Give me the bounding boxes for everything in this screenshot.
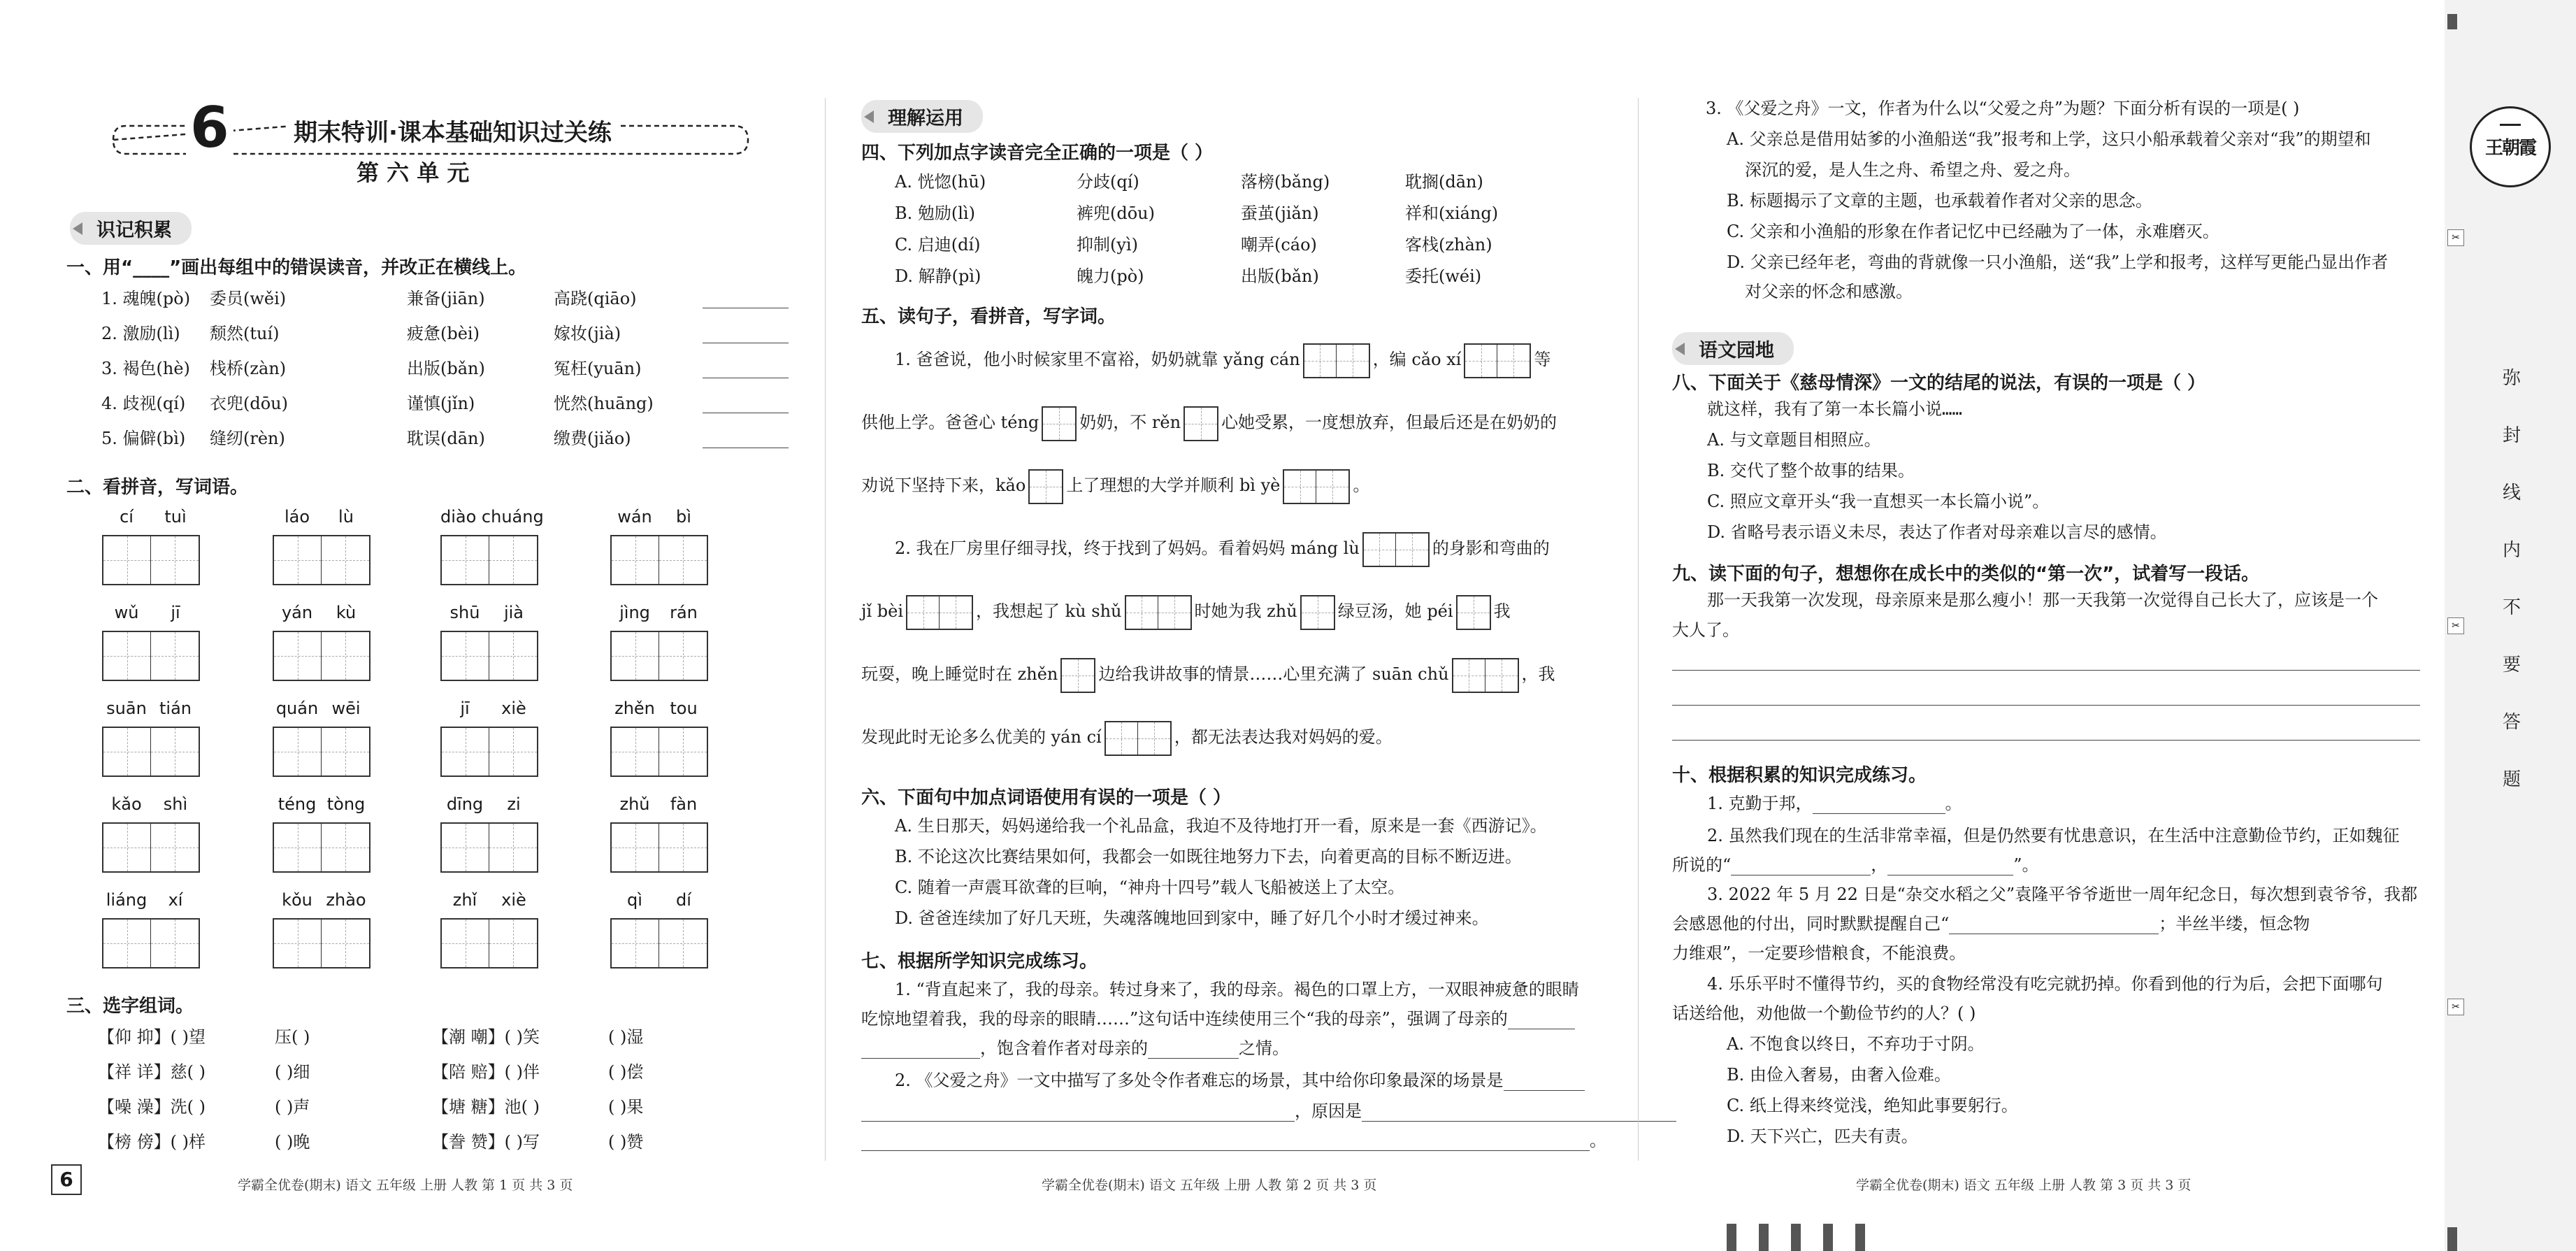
sidebar-rule <box>2447 14 2457 29</box>
pinyin-label: zhǐ <box>452 890 477 910</box>
binding-margin <box>2445 0 2576 1251</box>
grid-cell[interactable] <box>322 920 369 967</box>
binding-mark: ✂ <box>2447 617 2464 634</box>
grid-cell[interactable] <box>151 536 199 584</box>
q4-option: 裤兜(dōu) <box>1077 203 1155 223</box>
pinyin-label: zi <box>507 794 521 814</box>
writing-line[interactable] <box>1672 705 2420 706</box>
answer-box[interactable] <box>1183 406 1218 441</box>
q6-title: 六、下面句中加点词语使用有误的一项是（ ） <box>861 787 1232 808</box>
q5-line7: 发现此时无论多么优美的 yán cí ，都无法表达我对妈妈的爱。 <box>861 715 1393 759</box>
writing-grid[interactable] <box>610 535 708 585</box>
q6-option: C. 随着一声震耳欲聋的巨响，“神舟十四号”载人飞船被送上了太空。 <box>895 878 1405 897</box>
grid-cell[interactable] <box>274 920 322 967</box>
seal-line-char: 题 <box>2502 769 2521 790</box>
pinyin-label: liáng <box>106 890 147 910</box>
q5-line1: 1. 爸爸说，他小时候家里不富裕，奶奶就靠 yǎng cán ，编 cǎo xí 等 <box>895 337 1550 382</box>
writing-grid[interactable] <box>102 535 200 585</box>
pinyin-label: shū <box>449 603 480 622</box>
pinyin-label: xiè <box>501 699 526 718</box>
answer-box[interactable] <box>1042 406 1077 441</box>
grid-cell[interactable] <box>489 824 537 871</box>
answer-blank[interactable] <box>861 1150 1590 1151</box>
q8-option: A. 与文章题目相照应。 <box>1707 430 1881 450</box>
writing-grid[interactable] <box>440 727 538 777</box>
seal-line-char: 答 <box>2502 712 2521 733</box>
q10-option: B. 由俭入奢易，由奢入俭难。 <box>1727 1065 1951 1085</box>
q3-item: 【潮 嘲】( )笑 <box>432 1027 540 1047</box>
q6-option: B. 不论这次比赛结果如何，我都会一如既往地努力下去，向着更高的目标不断迈进。 <box>895 847 1522 866</box>
unit-header <box>105 95 755 186</box>
q4-option: 嘲弄(cáo) <box>1241 235 1317 255</box>
grid-cell[interactable] <box>322 728 369 775</box>
grid-cell[interactable] <box>442 536 489 584</box>
writing-line[interactable] <box>1672 740 2420 741</box>
q7-3-option: 深沉的爱，是人生之舟、希望之舟、爱之舟。 <box>1745 160 2080 180</box>
grid-cell[interactable] <box>103 632 151 680</box>
writing-grid[interactable] <box>102 727 200 777</box>
pinyin-label: quán <box>275 699 319 718</box>
q1-item: 5. 偏僻(bì) <box>101 429 186 448</box>
answer-box[interactable] <box>1104 721 1172 756</box>
q4-option: D. 解静(pì) <box>895 266 981 286</box>
q3-item: 【榜 傍】( )样 <box>98 1132 206 1152</box>
pinyin-label: cí <box>120 507 134 527</box>
answer-blank[interactable] <box>1362 1121 1676 1122</box>
q10-line8: 话送给他，劝他做一个勤俭节约的人？( ) <box>1672 1003 1976 1023</box>
q8-option: C. 照应文章开头“我一直想买一本长篇小说”。 <box>1707 492 2050 511</box>
grid-cell[interactable] <box>489 920 537 967</box>
pinyin-label: zhěn <box>614 699 655 718</box>
q3-item: ( )偿 <box>608 1062 644 1082</box>
q1-item: 衣兜(dōu) <box>210 394 288 413</box>
pinyin-label: shì <box>163 794 188 814</box>
q4-option: 耽搁(dān) <box>1405 172 1483 192</box>
grid-cell[interactable] <box>442 632 489 680</box>
q7-line4: 2. 《父爱之舟》一文中描写了多处令作者难忘的场景，其中给你印象最深的场景是 <box>895 1070 1585 1091</box>
writing-grid[interactable] <box>610 822 708 873</box>
answer-box[interactable] <box>1362 532 1430 567</box>
pinyin-label: yán <box>281 603 313 622</box>
grid-cell[interactable] <box>322 824 369 871</box>
pinyin-label: wǔ <box>114 603 139 622</box>
q7-3-title: 3. 《父爱之舟》一文，作者为什么以“父爱之舟”为题？下面分析有误的一项是( ) <box>1706 99 2300 118</box>
q7-line3: ，饱含着作者对母亲的 之情。 <box>861 1038 1289 1059</box>
grid-cell[interactable] <box>489 728 537 775</box>
q10-line7: 4. 乐乐平时不懂得节约，买的食物经常没有吃完就扔掉。你看到他的行为后，会把下面哪句 <box>1707 974 2383 994</box>
logo-text: 王朝霞 <box>2484 138 2535 159</box>
q5-line6: 玩耍，晚上睡觉时在 zhěn 边给我讲故事的情景……心里充满了 suān chǔ ，我 <box>861 652 1555 696</box>
q1-item: 2. 激励(lì) <box>101 324 180 343</box>
writing-grid[interactable] <box>102 631 200 681</box>
writing-grid[interactable] <box>102 918 200 968</box>
writing-grid[interactable] <box>273 631 370 681</box>
pinyin-label: rán <box>670 603 698 622</box>
q4-option: 抑制(yì) <box>1077 235 1138 255</box>
seal-line-char: 封 <box>2502 425 2521 446</box>
column-divider-2 <box>1638 98 1639 1161</box>
answer-box[interactable] <box>906 595 973 630</box>
pinyin-label: suān <box>106 699 147 718</box>
grid-cell[interactable] <box>103 728 151 775</box>
q3-item: 【噪 澡】洗( ) <box>98 1097 206 1117</box>
q7-line2: 吃惊地望着我，我的母亲的眼睛……”这句话中连续使用三个“我的母亲”，强调了母亲的 <box>861 1008 1575 1029</box>
q3-item: 【陪 赔】( )伴 <box>432 1062 540 1082</box>
q10-line3: 所说的“ ， ”。 <box>1672 855 2039 875</box>
pinyin-label: jìng <box>619 603 650 622</box>
footer-page2: 学霸全优卷(期末) 语文 五年级 上册 人教 第 2 页 共 3 页 <box>1042 1178 1377 1193</box>
grid-cell[interactable] <box>274 536 322 584</box>
answer-box[interactable] <box>1456 595 1491 630</box>
q8-quote: 就这样，我有了第一本长篇小说…… <box>1707 399 1962 419</box>
q4-title: 四、下列加点字读音完全正确的一项是（ ） <box>861 143 1214 164</box>
q2-title: 二、看拼音，写词语。 <box>66 477 249 498</box>
pinyin-label: tuì <box>164 507 187 527</box>
pinyin-label: zhǔ <box>619 794 650 814</box>
grid-cell[interactable] <box>659 824 707 871</box>
pinyin-label: qì <box>627 890 642 910</box>
q7-line6: 。 <box>861 1130 1606 1151</box>
q7-3-option: A. 父亲总是借用姑爹的小渔船送“我”报考和上学，这只小船承载着父亲对“我”的期望和 <box>1727 129 2371 149</box>
q1-item: 1. 魂魄(pò) <box>101 289 191 308</box>
q9-line2: 大人了。 <box>1672 620 1739 640</box>
grid-cell[interactable] <box>489 632 537 680</box>
answer-box[interactable] <box>1303 343 1370 378</box>
answer-blank[interactable] <box>861 1058 980 1059</box>
q4-option: 蚕茧(jiǎn) <box>1241 203 1319 223</box>
pinyin-label: wēi <box>331 699 361 718</box>
q10-line6: 力维艰”，一定要珍惜粮食，不能浪费。 <box>1672 943 1966 963</box>
writing-grid[interactable] <box>440 822 538 873</box>
q1-item: 3. 褐色(hè) <box>101 359 190 378</box>
q7-3-option: D. 父亲已经年老，弯曲的背就像一只小渔船，送“我”上学和报考，这样写更能凸显出作者 <box>1727 252 2389 272</box>
grid-cell[interactable] <box>322 536 369 584</box>
seal-line-char: 不 <box>2502 597 2521 618</box>
grid-cell[interactable] <box>103 824 151 871</box>
q3-item: ( )赞 <box>608 1132 644 1152</box>
binding-mark: ✂ <box>2447 229 2464 246</box>
q4-option: 魄力(pò) <box>1077 266 1144 286</box>
q4-option: 落榜(bǎng) <box>1241 172 1330 192</box>
writing-grid[interactable] <box>440 535 538 585</box>
q1-item: 谨慎(jǐn) <box>407 394 475 413</box>
grid-cell[interactable] <box>151 824 199 871</box>
q5-line3: 劝说下坚持下来，kǎo 上了理想的大学并顺利 bì yè 。 <box>861 463 1369 508</box>
q5-line4: 2. 我在厂房里仔细寻找，终于找到了妈妈。看着妈妈 máng lù 的身影和弯曲的 <box>895 526 1550 571</box>
page-title: 期末特训·课本基础知识过关练 <box>287 113 619 148</box>
q10-line5: 会感恩他的付出，同时默默提醒自己“ ；半丝半缕，恒念物 <box>1672 914 2310 934</box>
grid-cell[interactable] <box>151 632 199 680</box>
q1-item: 恍然(huāng) <box>554 394 654 413</box>
seal-line-char: 要 <box>2502 655 2521 675</box>
pinyin-label: dí <box>676 890 691 910</box>
binding-mark: ✂ <box>2447 999 2464 1015</box>
q10-option: D. 天下兴亡，匹夫有责。 <box>1727 1127 1918 1146</box>
writing-grid[interactable] <box>610 918 708 968</box>
answer-box[interactable] <box>1028 469 1063 504</box>
writing-line[interactable] <box>1672 670 2420 671</box>
answer-blank[interactable] <box>1504 1090 1585 1091</box>
q7-3-option: 对父亲的怀念和感激。 <box>1745 282 1913 301</box>
logo <box>2470 106 2551 187</box>
pinyin-label: kù <box>336 603 357 622</box>
footer-page1: 学霸全优卷(期末) 语文 五年级 上册 人教 第 1 页 共 3 页 <box>238 1178 573 1193</box>
q6-option: D. 爸爸连续加了好几天班，失魂落魄地回到家中，睡了好几个小时才缓过神来。 <box>895 908 1489 928</box>
footer-page3: 学霸全优卷(期末) 语文 五年级 上册 人教 第 3 页 共 3 页 <box>1856 1178 2192 1193</box>
grid-cell[interactable] <box>612 728 659 775</box>
q7-3-option: C. 父亲和小渔船的形象在作者记忆中已经融为了一体，永难磨灭。 <box>1727 222 2219 241</box>
q7-title: 七、根据所学知识完成练习。 <box>861 951 1098 972</box>
q1-item: 冤枉(yuān) <box>554 359 642 378</box>
q10-title: 十、根据积累的知识完成练习。 <box>1672 765 1927 786</box>
pinyin-label: dīng <box>446 794 484 814</box>
q1-item: 嫁妆(jià) <box>554 324 621 343</box>
q5-line5: jǐ bèi ，我想起了 kù shǔ 时她为我 zhǔ 绿豆汤，她 péi 我 <box>861 589 1511 634</box>
q7-3-option: B. 标题揭示了文章的主题，也承载着作者对父亲的思念。 <box>1727 191 2152 210</box>
q3-item: ( )果 <box>608 1097 644 1117</box>
writing-grid[interactable] <box>273 535 370 585</box>
q1-item: 4. 歧视(qí) <box>101 394 186 413</box>
writing-grid[interactable] <box>440 631 538 681</box>
grid-cell[interactable] <box>274 632 322 680</box>
q3-item: 【誊 赞】( )写 <box>432 1132 540 1152</box>
grid-cell[interactable] <box>274 728 322 775</box>
q1-item: 出版(bǎn) <box>407 359 485 378</box>
grid-cell[interactable] <box>103 920 151 967</box>
seal-line-char: 弥 <box>2502 368 2521 389</box>
pinyin-label: kǒu <box>282 890 312 910</box>
answer-box[interactable] <box>1125 595 1192 630</box>
unit-number: 6 <box>186 95 233 160</box>
answer-box[interactable] <box>1464 343 1531 378</box>
writing-grid[interactable] <box>610 631 708 681</box>
q10-option: A. 不饱食以终日，不弃功于寸阴。 <box>1727 1034 1985 1054</box>
pinyin-label: xí <box>168 890 183 910</box>
grid-cell[interactable] <box>659 536 707 584</box>
pinyin-label: lù <box>338 507 354 527</box>
pinyin-label: jī <box>460 699 470 718</box>
grid-cell[interactable] <box>659 632 707 680</box>
logo-crown-icon <box>2500 114 2521 126</box>
answer-box[interactable] <box>1283 469 1350 504</box>
answer-box[interactable] <box>1452 658 1519 693</box>
q3-item: 【塘 糖】池( ) <box>432 1097 540 1117</box>
writing-grid[interactable] <box>102 822 200 873</box>
q3-item: 压( ) <box>275 1027 310 1047</box>
grid-cell[interactable] <box>442 920 489 967</box>
q4-option: 分歧(qí) <box>1077 172 1139 192</box>
pinyin-label: zhào <box>326 890 366 910</box>
q8-option: B. 交代了整个故事的结果。 <box>1707 461 1915 480</box>
writing-grid[interactable] <box>440 918 538 968</box>
writing-grid[interactable] <box>610 727 708 777</box>
q1-item: 缴费(jiǎo) <box>554 429 631 448</box>
answer-blank[interactable] <box>1148 1058 1239 1059</box>
seal-line-char: 内 <box>2502 540 2521 561</box>
q3-title: 三、选字组词。 <box>66 996 194 1017</box>
q1-item: 委员(wěi) <box>210 289 287 308</box>
q1-title: 一、用“____”画出每组中的错误读音，并改正在横线上。 <box>66 257 527 278</box>
q3-item: ( )湿 <box>608 1027 644 1047</box>
q4-option: A. 恍惚(hū) <box>895 172 986 192</box>
q4-option: 出版(bǎn) <box>1241 266 1319 286</box>
grid-cell[interactable] <box>274 824 322 871</box>
q7-line1: 1. “背直起来了，我的母亲。转过身来了，我的母亲。褐色的口罩上方，一双眼神疲惫的眼睛 <box>895 980 1579 999</box>
column-divider-1 <box>825 98 826 1161</box>
pinyin-label: wán <box>617 507 652 527</box>
q9-line1: 那一天我第一次发现，母亲原来是那么瘦小！那一天我第一次觉得自己长大了，应该是一个 <box>1707 590 2378 610</box>
writing-grid[interactable] <box>273 727 370 777</box>
pinyin-label: jià <box>503 603 524 622</box>
answer-blank[interactable] <box>1813 813 1945 814</box>
grid-cell[interactable] <box>151 920 199 967</box>
q5-title: 五、读句子，看拼音，写字词。 <box>861 306 1116 327</box>
pinyin-label: kǎo <box>111 794 142 814</box>
q1-item: 高跷(qiāo) <box>554 289 637 308</box>
answer-box[interactable] <box>1300 595 1335 630</box>
grid-cell[interactable] <box>322 632 369 680</box>
seal-line-char: 线 <box>2502 482 2521 503</box>
q1-item: 缝纫(rèn) <box>210 429 285 448</box>
pinyin-label: jī <box>171 603 180 622</box>
q6-option: A. 生日那天，妈妈递给我一个礼品盒，我迫不及待地打开一看，原来是一套《西游记》。 <box>895 816 1547 836</box>
page-number-box <box>51 1164 82 1195</box>
q3-item: ( )声 <box>275 1097 310 1117</box>
pinyin-label: tòng <box>326 794 366 814</box>
grid-cell[interactable] <box>612 632 659 680</box>
grid-cell[interactable] <box>489 536 537 584</box>
writing-grid[interactable] <box>273 918 370 968</box>
grid-cell[interactable] <box>612 536 659 584</box>
q7-line5: ，原因是 <box>861 1101 1676 1122</box>
grid-cell[interactable] <box>103 536 151 584</box>
q1-item: 栈桥(zàn) <box>210 359 287 378</box>
q4-option: 委托(wéi) <box>1405 266 1482 286</box>
pinyin-label: téng <box>278 794 317 814</box>
q10-line1: 1. 克勤于邦， 。 <box>1707 794 1962 813</box>
grid-cell[interactable] <box>151 728 199 775</box>
pinyin-label: fàn <box>670 794 698 814</box>
page-number: 6 <box>59 1168 73 1191</box>
pinyin-label: bì <box>676 507 691 527</box>
pinyin-label: tián <box>159 699 192 718</box>
q1-item: 疲惫(bèi) <box>407 324 480 343</box>
q1-item: 兼备(jiān) <box>407 289 485 308</box>
q5-line2: 供他上学。爸爸心 téng 奶奶，不 rěn 心她受累，一度想放弃，但最后还是在奶奶的 <box>861 400 1557 445</box>
pinyin-label: xiè <box>501 890 526 910</box>
section-tag-apply: 理解运用 <box>861 100 983 133</box>
q1-item: 颓然(tuí) <box>210 324 280 343</box>
section-tag-garden: 语文园地 <box>1672 332 1794 365</box>
q4-option: C. 启迪(dí) <box>895 235 981 255</box>
q8-option: D. 省略号表示语义未尽，表达了作者对母亲难以言尽的感情。 <box>1707 522 2167 542</box>
grid-cell[interactable] <box>612 824 659 871</box>
answer-box[interactable] <box>1060 658 1095 693</box>
grid-cell[interactable] <box>659 920 707 967</box>
q1-item: 耽误(dān) <box>407 429 485 448</box>
q3-item: ( )细 <box>275 1062 310 1082</box>
q10-option: C. 纸上得来终觉浅，绝知此事要躬行。 <box>1727 1096 2018 1115</box>
q10-line4: 3. 2022 年 5 月 22 日是“杂交水稻之父”袁隆平爷爷逝世一周年纪念日，每次想到袁爷爷，我都 <box>1707 885 2418 904</box>
q9-title: 九、读下面的句子，想想你在成长中的类似的“第一次”，试着写一段话。 <box>1672 564 2260 585</box>
q10-line2: 2. 虽然我们现在的生活非常幸福，但是仍然要有忧患意识，在生活中注意勤俭节约，正如魏征 <box>1707 826 2400 845</box>
q4-option: 祥和(xiáng) <box>1405 203 1499 223</box>
section-tag-memorize: 识记积累 <box>70 212 192 245</box>
grid-cell[interactable] <box>442 824 489 871</box>
q3-item: 【仰 抑】( )望 <box>98 1027 206 1047</box>
unit-subtitle: 第 六 单 元 <box>357 159 470 186</box>
grid-cell[interactable] <box>659 728 707 775</box>
pinyin-label: tou <box>670 699 698 718</box>
q8-title: 八、下面关于《慈母情深》一文的结尾的说法，有误的一项是（ ） <box>1672 373 2206 394</box>
q3-item: 【祥 详】慈( ) <box>98 1062 206 1082</box>
answer-blank[interactable] <box>861 1121 1295 1122</box>
pinyin-label: diào chuáng <box>440 507 544 527</box>
sidebar-rule <box>2447 1227 2457 1251</box>
grid-cell[interactable] <box>442 728 489 775</box>
q4-option: B. 勉励(lì) <box>895 203 975 223</box>
pinyin-label: láo <box>284 507 310 527</box>
grid-cell[interactable] <box>612 920 659 967</box>
writing-grid[interactable] <box>273 822 370 873</box>
q4-option: 客栈(zhàn) <box>1405 235 1492 255</box>
q3-item: ( )晚 <box>275 1132 310 1152</box>
